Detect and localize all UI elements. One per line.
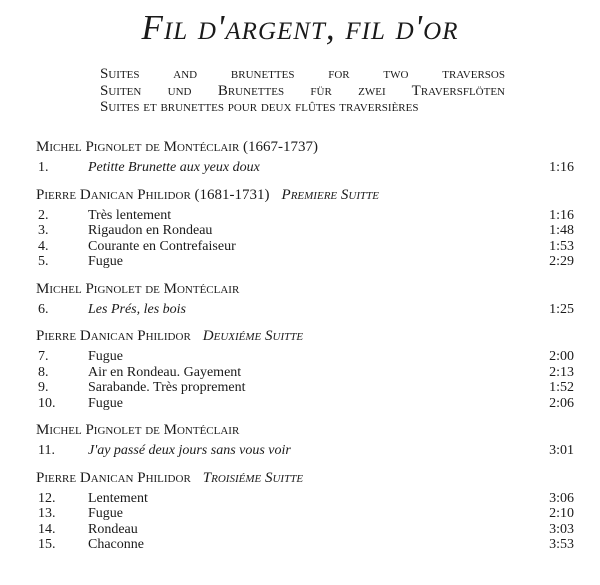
track-row <box>36 380 574 396</box>
composer-name: Michel Pignolet de Montéclair <box>36 139 240 155</box>
track-title: Les Prés, les bois <box>88 301 186 317</box>
track-title: Fugue <box>88 349 123 364</box>
composer-name: Pierre Danican Philidor <box>36 328 191 344</box>
track-number: 12. <box>38 490 56 506</box>
track-title: Air en Rondeau. Gayement <box>88 364 242 380</box>
track-row <box>36 254 574 270</box>
track-number: 3. <box>38 223 49 238</box>
track-duration: 3:53 <box>549 537 574 552</box>
composer-name: Pierre Danican Philidor <box>36 469 191 486</box>
composer-name: Michel Pignolet de Montéclair <box>36 280 240 297</box>
track-title: Fugue <box>88 506 123 521</box>
track-duration: 1:25 <box>549 301 574 317</box>
track-row <box>36 537 574 553</box>
track-number: 13. <box>38 506 56 521</box>
composer-section <box>36 185 574 270</box>
track-number: 8. <box>38 364 49 380</box>
track-duration: 2:06 <box>549 395 574 411</box>
track-number: 10. <box>38 395 56 411</box>
track-number: 11. <box>38 443 55 458</box>
suite-title: Premiere Suitte <box>281 186 379 203</box>
track-duration: 1:16 <box>549 207 574 223</box>
track-duration: 3:03 <box>549 521 574 537</box>
track-number: 9. <box>38 380 49 395</box>
section-heading <box>36 185 574 205</box>
composer-name: Michel Pignolet de Montéclair <box>36 422 240 438</box>
album-title: Fil d'argent, fil d'or <box>141 8 459 47</box>
section-heading <box>36 279 574 299</box>
subtitle-german: Suiten und Brunettes für zwei Traversflöten <box>100 82 505 99</box>
composer-section <box>36 279 574 318</box>
track-duration: 2:00 <box>549 349 574 364</box>
section-heading <box>36 420 574 440</box>
track-row <box>36 223 574 239</box>
track-duration: 2:29 <box>549 254 574 269</box>
track-title: Chaconne <box>88 537 144 552</box>
section-heading <box>36 468 574 488</box>
track-duration: 1:53 <box>549 238 574 254</box>
suite-title: Deuxiéme Suitte <box>202 328 304 344</box>
composer-dates: (1667-1737) <box>243 139 319 155</box>
subtitle-french: Suites et brunettes pour deux flûtes traversières <box>100 99 419 115</box>
track-title: Sarabande. Très proprement <box>88 380 246 395</box>
track-title: Rigaudon en Rondeau <box>88 223 213 238</box>
composer-section <box>36 420 574 459</box>
composer-section <box>36 326 574 411</box>
track-row <box>36 491 574 507</box>
track-number: 1. <box>38 160 49 175</box>
track-row <box>36 443 574 459</box>
subtitle-english: Suites and brunettes for two traversos <box>100 66 505 82</box>
track-number: 2. <box>38 207 49 223</box>
track-row <box>36 522 574 538</box>
track-row <box>36 396 574 412</box>
track-title: Fugue <box>88 395 123 411</box>
subtitle-block <box>100 66 505 116</box>
track-number: 5. <box>38 254 49 269</box>
track-duration: 3:01 <box>549 443 574 458</box>
track-title: Fugue <box>88 254 123 269</box>
track-number: 14. <box>38 521 56 537</box>
track-title: Petitte Brunette aux yeux doux <box>88 160 260 175</box>
track-number: 4. <box>38 238 49 254</box>
track-duration: 1:16 <box>549 160 574 175</box>
track-title: Courante en Contrefaiseur <box>88 238 236 254</box>
composer-name: Pierre Danican Philidor <box>36 186 191 203</box>
track-row <box>36 160 574 176</box>
composer-dates: (1681-1731) <box>194 186 270 203</box>
track-row <box>36 239 574 255</box>
composer-section <box>36 137 574 176</box>
section-heading <box>36 326 574 346</box>
track-row <box>36 349 574 365</box>
track-number: 7. <box>38 349 49 364</box>
track-number: 15. <box>38 537 56 552</box>
track-row <box>36 506 574 522</box>
track-duration: 1:48 <box>549 223 574 238</box>
track-duration: 3:06 <box>549 490 574 506</box>
section-heading <box>36 137 574 157</box>
composer-section <box>36 468 574 553</box>
track-list <box>36 137 574 562</box>
track-title: Très lentement <box>88 207 172 223</box>
track-row <box>36 302 574 318</box>
track-duration: 1:52 <box>549 380 574 395</box>
track-row <box>36 365 574 381</box>
track-title: Lentement <box>88 490 148 506</box>
track-duration: 2:13 <box>549 364 574 380</box>
track-row <box>36 208 574 224</box>
track-title: Rondeau <box>88 521 138 537</box>
track-title: J'ay passé deux jours sans vous voir <box>88 443 291 458</box>
suite-title: Troisiéme Suitte <box>202 469 304 486</box>
track-number: 6. <box>38 301 49 317</box>
track-duration: 2:10 <box>549 506 574 521</box>
